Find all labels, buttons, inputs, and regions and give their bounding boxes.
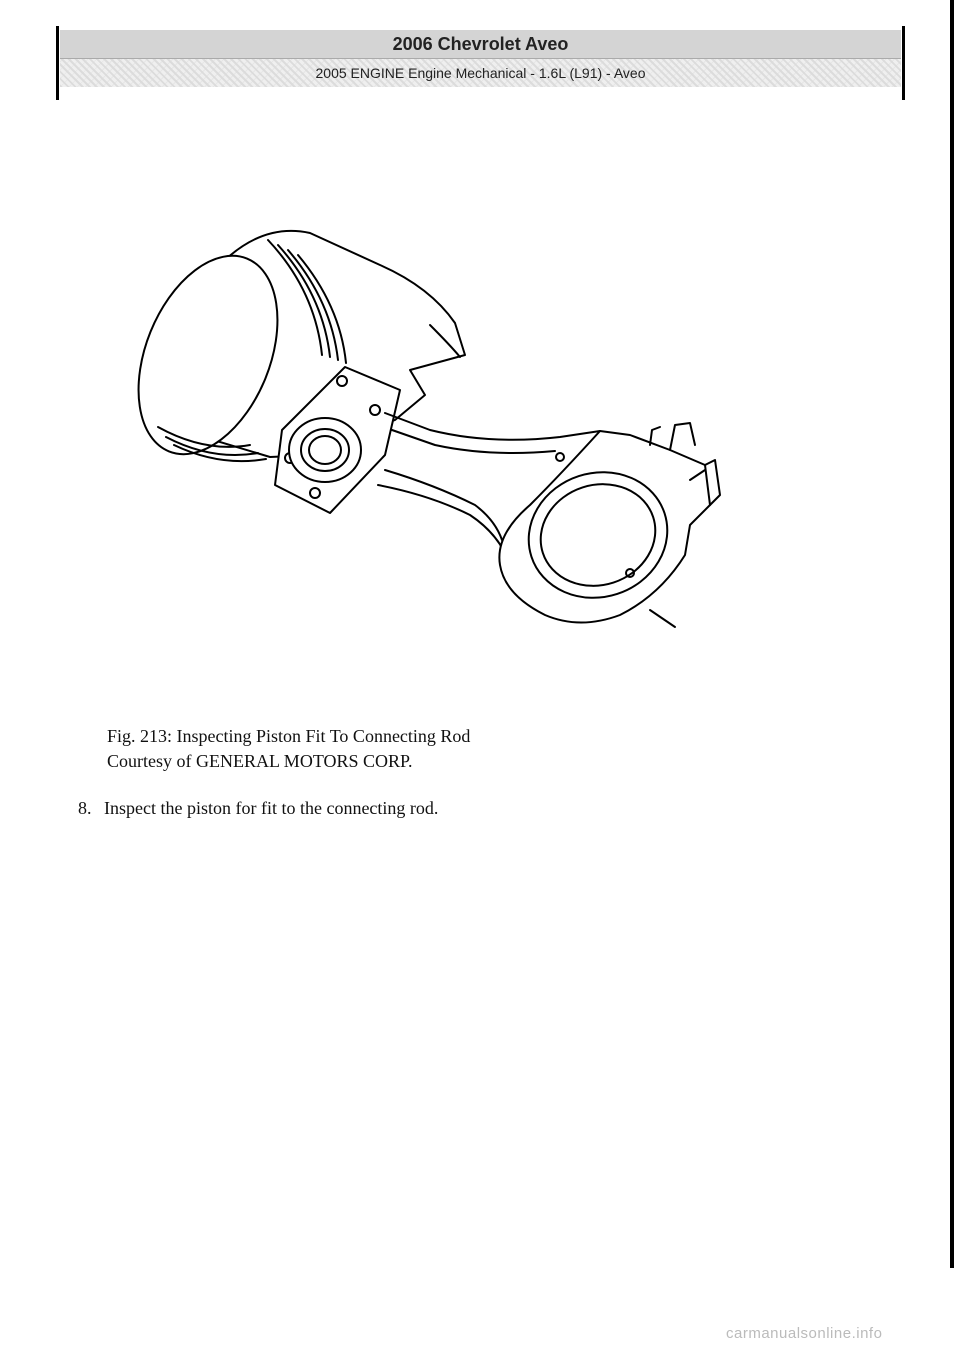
- procedure-step: [78, 796, 438, 821]
- header-frame-right: [902, 26, 905, 100]
- figure-caption-credit: Courtesy of GENERAL MOTORS CORP.: [107, 751, 413, 771]
- piston-connecting-rod-illustration: [130, 195, 740, 645]
- header-frame-left: [56, 26, 59, 100]
- header-subtitle: 2005 ENGINE Engine Mechanical - 1.6L (L91) - Aveo: [60, 59, 901, 87]
- page-header: [60, 30, 901, 88]
- figure-caption-title: Fig. 213: Inspecting Piston Fit To Connecting Rod: [107, 726, 471, 746]
- step-number: 8.: [78, 798, 92, 818]
- header-title: 2006 Chevrolet Aveo: [60, 30, 901, 59]
- page-edge-line: [950, 0, 954, 1268]
- watermark: carmanualsonline.info: [726, 1325, 883, 1342]
- figure-caption: [107, 724, 470, 774]
- step-text: Inspect the piston for fit to the connecting rod.: [104, 798, 439, 818]
